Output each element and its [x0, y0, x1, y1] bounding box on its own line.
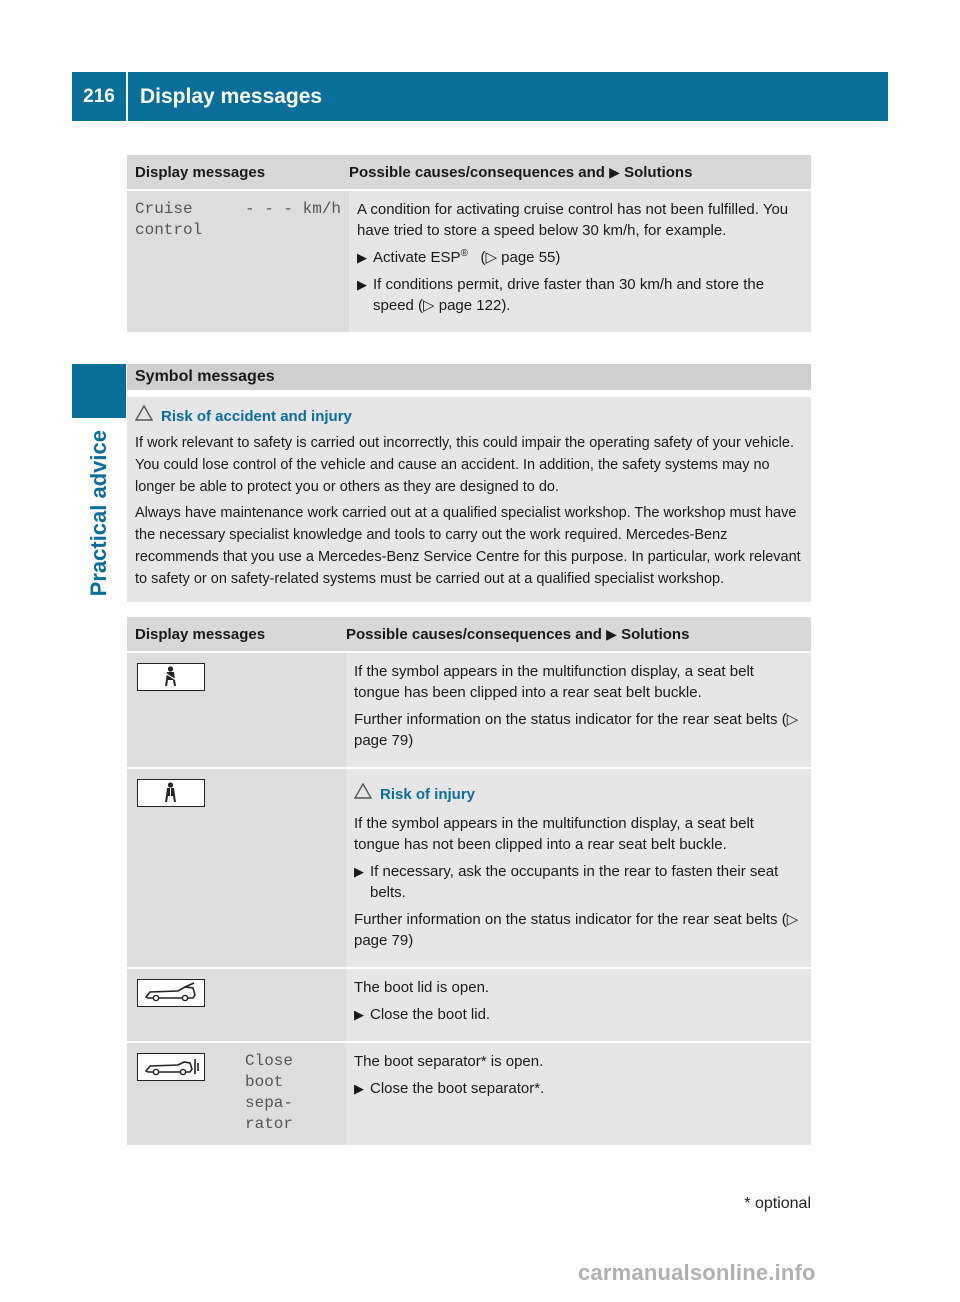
step-arrow-icon: ▶: [354, 1081, 364, 1096]
speed-reading: - - - km/h: [245, 200, 342, 218]
step-text: Close the boot lid.: [370, 1006, 491, 1023]
step-drive-faster: [357, 274, 803, 316]
step-text: Close the boot separator*.: [370, 1080, 545, 1097]
arrow-right-icon: ▶: [606, 625, 617, 642]
seat-belt-fastened-icon: [137, 663, 205, 691]
col-causes-label: Possible causes/consequences and: [349, 163, 605, 181]
solution-cell: [346, 653, 811, 769]
cruise-control-label: Cruise control: [135, 200, 203, 239]
col-display-header: [127, 155, 349, 191]
step-arrow-icon: ▶: [354, 864, 364, 879]
col-causes-label: Possible causes/consequences and: [346, 625, 602, 643]
display-cell: [127, 969, 237, 1043]
warning-heading: [354, 783, 803, 805]
col-causes-header: [346, 617, 811, 653]
cause-text: If the symbol appears in the multifunction display, a seat belt tongue has not been clipped into a rear seat belt buckle.: [354, 815, 754, 853]
cause-text: If the symbol appears in the multifunction display, a seat belt tongue has been clipped into a rear seat belt buckle.: [354, 663, 754, 701]
table-row: [127, 1043, 811, 1147]
display-cell: [127, 769, 237, 969]
warning-title: Risk of accident and injury: [161, 407, 352, 425]
warning-heading: [135, 405, 803, 428]
step-arrow-icon: ▶: [357, 250, 368, 265]
col-display-label: Display messages: [135, 625, 266, 643]
side-tab-block: [72, 364, 126, 418]
col-display-label: Display messages: [135, 163, 266, 181]
reading-cell: [237, 769, 346, 969]
cause-text: A condition for activating cruise control has not been fulfilled. You have tried to store a speed below 30 km/h, for example.: [357, 201, 789, 239]
table-row: [127, 653, 811, 769]
close-boot-separator-label: Close boot sepa- rator: [245, 1052, 294, 1133]
table-row: [127, 969, 811, 1043]
warning-paragraph-1: If work relevant to safety is carried out incorrectly, this could impair the operating safety of your vehicle. You could lose control of the vehicle and cause an accident. In addition, the safety systems may no longer be able to protect you or others as they are designed to do.: [135, 435, 794, 495]
step-arrow-icon: ▶: [357, 277, 368, 292]
footer-watermark: carmanualsonline.info: [578, 1260, 816, 1285]
step-arrow-icon: ▶: [354, 1007, 364, 1022]
cruise-control-table: [127, 155, 811, 334]
table-row: [127, 191, 811, 334]
side-tab-text: Practical advice: [86, 430, 111, 597]
step-esp-text: Activate ESP: [373, 249, 461, 266]
warning-triangle-icon: [135, 405, 161, 428]
display-cell: [127, 1043, 237, 1147]
arrow-right-icon: ▶: [609, 163, 620, 180]
cause-text: The boot separator* is open.: [354, 1053, 544, 1070]
step-activate-esp: [357, 247, 803, 268]
solution-cell: [346, 769, 811, 969]
step-text: If conditions permit, drive faster than 30 km/h and store the speed (▷ page 122).: [373, 276, 765, 314]
symbol-messages-heading: Symbol messages: [127, 364, 811, 390]
reading-cell: [237, 969, 346, 1043]
warning-triangle-icon: [354, 783, 380, 805]
cause-text: The boot lid is open.: [354, 979, 490, 996]
warning-box: [127, 397, 811, 602]
warning-paragraph-2: Always have maintenance work carried out at a qualified specialist workshop. The workshop must have the necessary specialist knowledge and tools to carry out the work required. Mercedes-Benz recommends that you use a Mercedes-Benz Service Centre for this purpose. In particular, work relevant to safety or on safety-related systems must be carried out at a qualified specialist workshop.: [135, 505, 801, 587]
table-header-row: [127, 617, 811, 653]
step-close-boot-separator: [354, 1078, 803, 1099]
display-cell: [127, 653, 237, 769]
page-title: Display messages: [140, 84, 323, 108]
step-text: [373, 247, 560, 268]
registered-mark: ®: [460, 248, 468, 259]
col-display-header: [127, 617, 346, 653]
solution-cell: [346, 969, 811, 1043]
col-causes-header: [349, 155, 811, 191]
footer-optional-note: * optional: [744, 1195, 811, 1212]
step-text: If necessary, ask the occupants in the rear to fasten their seat belts.: [370, 863, 779, 901]
reading-cell: [237, 191, 349, 334]
display-cell: [127, 191, 237, 334]
col-solutions-label: Solutions: [621, 625, 690, 643]
step-fasten-belts: [354, 861, 803, 903]
table-header-row: [127, 155, 811, 191]
warning-title: Risk of injury: [380, 785, 476, 803]
solution-cell: [349, 191, 811, 334]
reading-cell: [237, 1043, 346, 1147]
step-close-boot-lid: [354, 1004, 803, 1025]
side-tab-label: [72, 430, 126, 610]
reading-cell: [237, 653, 346, 769]
page-number: 216: [72, 72, 128, 121]
further-info-text: Further information on the status indicator for the rear seat belts (▷ page 79): [354, 711, 799, 749]
table-row: [127, 769, 811, 969]
symbol-messages-table: [127, 617, 811, 1147]
seat-belt-unfastened-icon: [137, 779, 205, 807]
col-solutions-label: Solutions: [624, 163, 693, 181]
solution-cell: [346, 1043, 811, 1147]
boot-lid-open-icon: [137, 979, 205, 1007]
boot-separator-open-icon: [137, 1053, 205, 1081]
further-info-text: Further information on the status indicator for the rear seat belts (▷ page 79): [354, 911, 799, 949]
page-ref-55[interactable]: (▷ page 55): [480, 249, 561, 266]
